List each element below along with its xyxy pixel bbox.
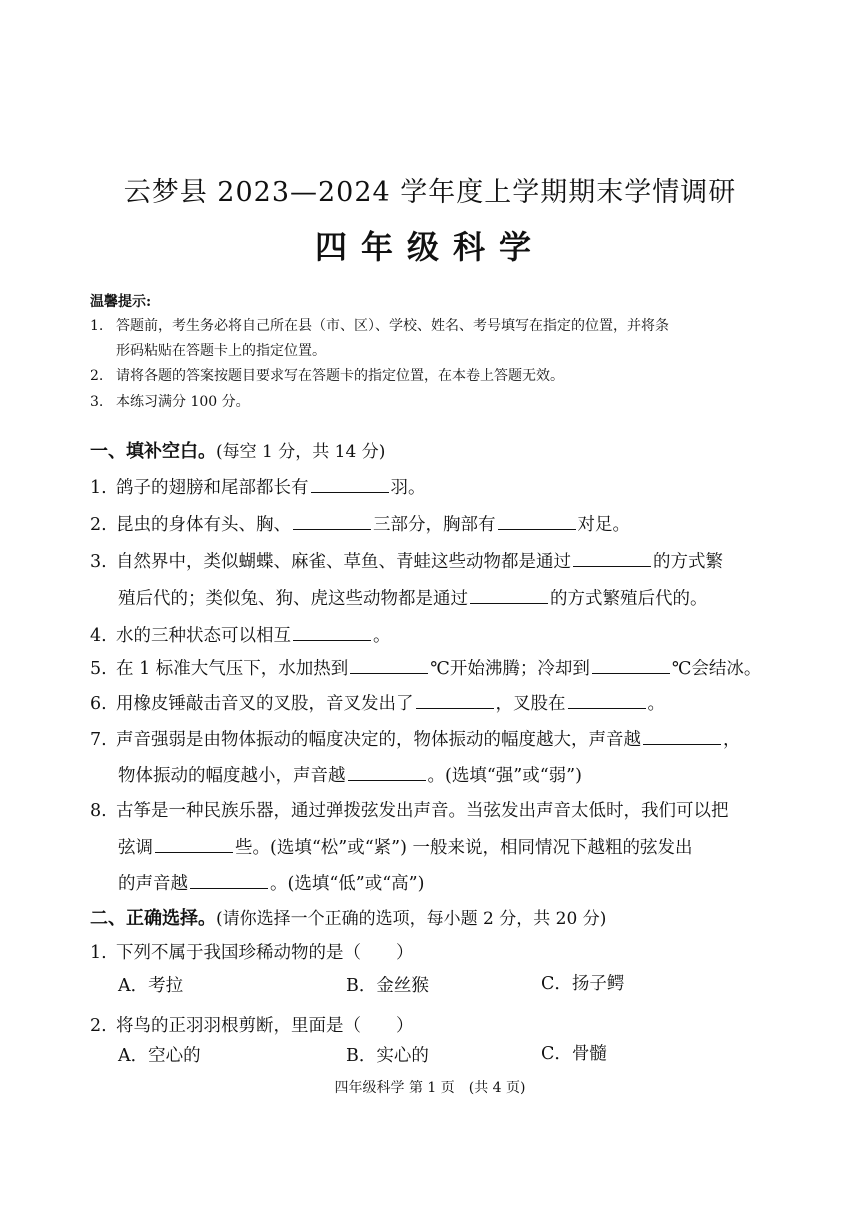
question-number: 1. bbox=[90, 943, 107, 963]
answer-blank bbox=[643, 726, 721, 745]
question-1-2 bbox=[90, 511, 630, 536]
question-text: 古筝是一种民族乐器，通过弹拨弦发出声音。当弦发出声音太低时，我们可以把 bbox=[116, 801, 729, 821]
question-number: 3. bbox=[90, 552, 107, 572]
option-b: B．实心的 bbox=[346, 1046, 429, 1066]
question-text: 弦调 bbox=[118, 838, 153, 858]
answer-blank bbox=[470, 585, 548, 604]
option-c: C．扬子鳄 bbox=[541, 974, 625, 994]
question-number: 2. bbox=[90, 515, 107, 535]
tip-item bbox=[90, 314, 780, 338]
tip-number: 3. bbox=[90, 394, 104, 410]
question-1-3 bbox=[90, 548, 723, 573]
tips-heading: 温馨提示: bbox=[90, 294, 152, 310]
tip-text: 答题前，考生务必将自己所在县（市、区）、学校、姓名、考号填写在指定的位置，并将条 bbox=[116, 318, 669, 334]
page-footer: 四年级科学 第 1 页 (共 4 页) bbox=[334, 1080, 526, 1096]
question-text: ℃会结冰。 bbox=[671, 659, 762, 679]
question-number: 2. bbox=[90, 1016, 107, 1036]
answer-blank bbox=[311, 474, 389, 493]
question-number: 7. bbox=[90, 730, 107, 750]
question-text: 声音强弱是由物体振动的幅度决定的，物体振动的幅度越大，声音越 bbox=[116, 730, 641, 750]
question-text: 羽。 bbox=[390, 478, 426, 498]
question-1-8-continued bbox=[118, 870, 424, 895]
option-b: B．金丝猴 bbox=[346, 976, 429, 996]
question-1-4 bbox=[90, 622, 391, 647]
question-1-1 bbox=[90, 474, 426, 499]
exam-subtitle: 四年级科学 bbox=[314, 228, 545, 266]
answer-blank bbox=[592, 655, 670, 674]
answer-blank bbox=[416, 690, 494, 709]
answer-blank bbox=[348, 762, 426, 781]
question-1-8-continued bbox=[118, 834, 693, 859]
question-1-7-continued bbox=[118, 762, 582, 787]
answer-blank bbox=[190, 870, 268, 889]
section-title: 一、填补空白。 bbox=[90, 441, 216, 462]
question-text: 对足。 bbox=[577, 515, 630, 535]
question-2-1 bbox=[90, 939, 414, 964]
question-stem: 下列不属于我国珍稀动物的是（ ） bbox=[116, 943, 414, 963]
question-number: 5. bbox=[90, 659, 107, 679]
question-text: 的声音越 bbox=[118, 874, 188, 894]
question-text: 自然界中，类似蝴蝶、麻雀、草鱼、青蛙这些动物都是通过 bbox=[116, 552, 571, 572]
section-note: (请你选择一个正确的选项，每小题 2 分，共 20 分) bbox=[216, 909, 607, 929]
question-text: 。 bbox=[373, 626, 391, 646]
tip-number: 2. bbox=[90, 368, 104, 384]
option-c: C．骨髓 bbox=[541, 1044, 607, 1064]
question-text: ℃开始沸腾；冷却到 bbox=[430, 659, 590, 679]
question-1-7 bbox=[90, 726, 741, 751]
question-text: 在 1 标准大气压下，水加热到 bbox=[116, 659, 349, 679]
question-text: 。 bbox=[647, 694, 665, 714]
answer-blank bbox=[155, 834, 233, 853]
question-stem: 将鸟的正羽羽根剪断，里面是（ ） bbox=[116, 1016, 414, 1036]
question-text: 。(选填“低”或“高”) bbox=[270, 874, 425, 894]
question-text: 三部分，胸部有 bbox=[373, 515, 496, 535]
section-title: 二、正确选择。 bbox=[90, 908, 216, 929]
tip-item bbox=[90, 364, 780, 388]
question-number: 1. bbox=[90, 478, 107, 498]
question-1-6 bbox=[90, 690, 665, 715]
question-text: 昆虫的身体有头、胸、 bbox=[116, 515, 291, 535]
question-text: 的方式繁殖后代的。 bbox=[550, 589, 708, 609]
question-2-2 bbox=[90, 1012, 414, 1037]
question-text: 殖后代的；类似兔、狗、虎这些动物都是通过 bbox=[118, 589, 468, 609]
answer-blank bbox=[293, 511, 371, 530]
question-1-5 bbox=[90, 655, 761, 680]
question-text: 鸽子的翅膀和尾部都长有 bbox=[116, 478, 309, 498]
question-text: ， bbox=[723, 730, 741, 750]
tip-item-continued: 形码粘贴在答题卡上的指定位置。 bbox=[116, 343, 326, 359]
question-text: 。(选填“强”或“弱”) bbox=[427, 766, 582, 786]
tip-number: 1. bbox=[90, 318, 104, 334]
option-a: A．考拉 bbox=[118, 976, 184, 996]
question-1-3-continued bbox=[118, 585, 708, 610]
question-text: 物体振动的幅度越小，声音越 bbox=[118, 766, 346, 786]
answer-blank bbox=[293, 622, 371, 641]
tip-item bbox=[90, 390, 780, 414]
question-number: 8. bbox=[90, 801, 107, 821]
tip-text: 请将各题的答案按题目要求写在答题卡的指定位置，在本卷上答题无效。 bbox=[116, 368, 564, 384]
question-text: 水的三种状态可以相互 bbox=[116, 626, 291, 646]
section-1-heading bbox=[90, 437, 385, 463]
section-note: (每空 1 分，共 14 分) bbox=[216, 442, 386, 462]
answer-blank bbox=[568, 690, 646, 709]
tip-text: 本练习满分 100 分。 bbox=[116, 394, 250, 410]
question-1-8 bbox=[90, 797, 729, 822]
answer-blank bbox=[350, 655, 428, 674]
question-number: 6. bbox=[90, 694, 107, 714]
question-number: 4. bbox=[90, 626, 107, 646]
option-a: A．空心的 bbox=[118, 1046, 201, 1066]
question-text: 的方式繁 bbox=[653, 552, 723, 572]
question-text: 用橡皮锤敲击音叉的叉股，音叉发出了 bbox=[116, 694, 414, 714]
exam-title: 云梦县 2023—2024 学年度上学期期末学情调研 bbox=[123, 177, 737, 208]
answer-blank bbox=[573, 548, 651, 567]
section-2-heading bbox=[90, 904, 606, 930]
question-text: ，叉股在 bbox=[495, 694, 566, 714]
question-text: 些。(选填“松”或“紧”) 一般来说，相同情况下越粗的弦发出 bbox=[235, 838, 693, 858]
answer-blank bbox=[498, 511, 576, 530]
